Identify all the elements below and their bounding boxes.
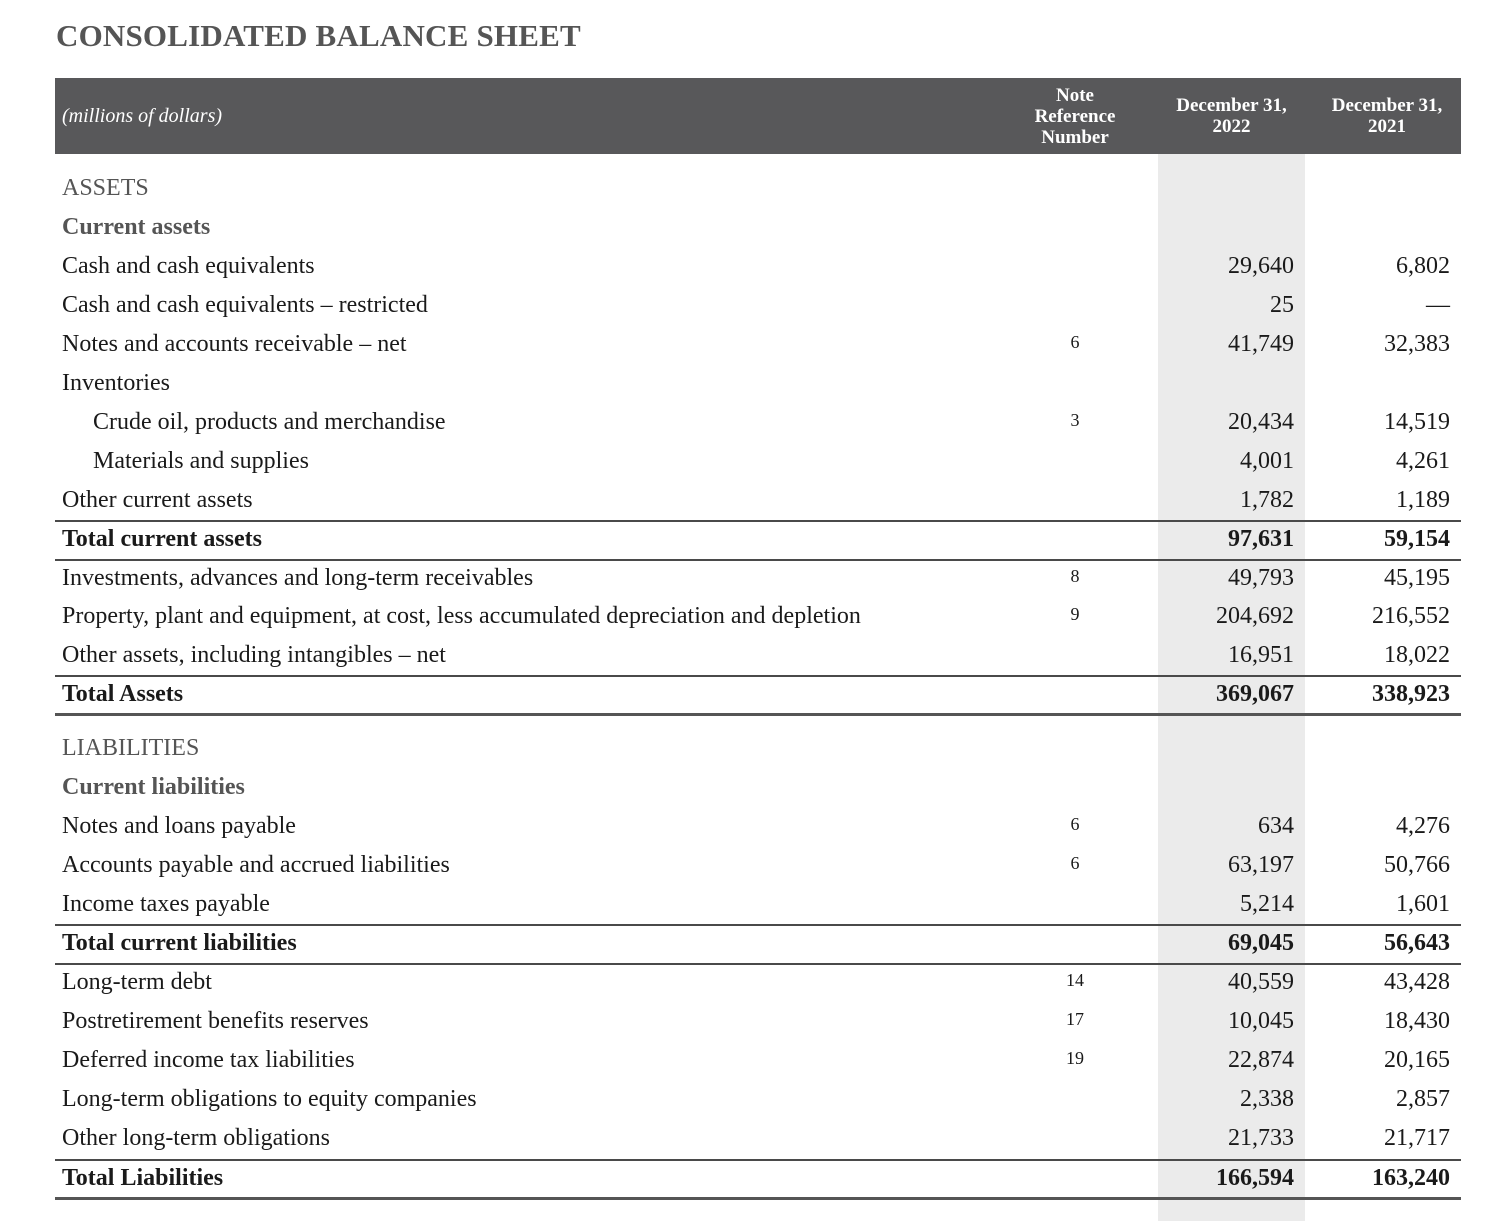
value-2021: 50,766 — [1384, 852, 1450, 878]
rule-line-thick — [55, 713, 1461, 716]
value-2022: 97,631 — [1228, 526, 1294, 552]
row-label: Other assets, including intangibles – net — [62, 642, 446, 668]
value-2022: 41,749 — [1228, 331, 1294, 357]
liabilities-section-heading — [55, 730, 1461, 769]
note-ref: 6 — [1070, 814, 1080, 834]
row-label: Total Liabilities — [62, 1165, 224, 1191]
value-2022: 22,874 — [1228, 1047, 1294, 1073]
value-2021: 59,154 — [1384, 526, 1450, 552]
value-2021: — — [1426, 292, 1450, 318]
table-row — [55, 404, 1461, 443]
row-label: Property, plant and equipment, at cost, less accumulated depreciation and depletion — [62, 603, 861, 629]
value-2022: 49,793 — [1228, 565, 1294, 591]
rule-line-thick — [55, 1197, 1461, 1200]
row-label: Cash and cash equivalents – restricted — [62, 292, 428, 318]
column-header-2022: December 31, 2022 — [1176, 95, 1287, 137]
note-ref: 3 — [1070, 410, 1080, 430]
total-row — [55, 676, 1461, 715]
table-row — [55, 808, 1461, 847]
subsection-label: Current assets — [62, 214, 211, 240]
current-assets-heading — [55, 209, 1461, 248]
row-label: Total current assets — [62, 526, 262, 552]
page-title: CONSOLIDATED BALANCE SHEET — [56, 18, 581, 53]
value-2022: 21,733 — [1228, 1125, 1294, 1151]
note-reference-column-header: Note Reference Number — [1034, 84, 1116, 148]
value-2021: 6,802 — [1396, 253, 1450, 279]
value-2022: 10,045 — [1228, 1008, 1294, 1034]
row-label: Cash and cash equivalents — [62, 253, 315, 279]
row-label: Income taxes payable — [62, 891, 270, 917]
row-label: Materials and supplies — [93, 448, 309, 474]
total-row — [55, 1160, 1461, 1199]
table-row — [55, 248, 1461, 287]
row-label: Deferred income tax liabilities — [62, 1047, 355, 1073]
value-2022: 16,951 — [1228, 642, 1294, 668]
value-2022: 4,001 — [1240, 448, 1294, 474]
table-row — [55, 847, 1461, 886]
value-2021: 1,189 — [1396, 487, 1450, 513]
row-label: Notes and accounts receivable – net — [62, 331, 407, 357]
table-row — [55, 560, 1461, 599]
value-2021: 4,261 — [1396, 448, 1450, 474]
value-2021: 45,195 — [1384, 565, 1450, 591]
row-label: Notes and loans payable — [62, 813, 296, 839]
inventories-heading — [55, 365, 1461, 404]
row-label: Postretirement benefits reserves — [62, 1008, 369, 1034]
row-label: Total current liabilities — [62, 930, 297, 956]
note-ref: 8 — [1070, 566, 1080, 586]
note-ref: 17 — [1066, 1009, 1084, 1029]
value-2021: 18,430 — [1384, 1008, 1450, 1034]
table-row — [55, 1003, 1461, 1042]
row-label: Crude oil, products and merchandise — [93, 409, 446, 435]
units-label: (millions of dollars) — [62, 105, 223, 127]
note-ref: 9 — [1070, 604, 1080, 624]
row-label: Other current assets — [62, 487, 253, 513]
table-header — [55, 78, 1461, 154]
row-label: Long-term obligations to equity companies — [62, 1086, 477, 1112]
note-ref: 6 — [1070, 853, 1080, 873]
table-row — [55, 964, 1461, 1003]
table-row — [55, 287, 1461, 326]
value-2022: 63,197 — [1228, 852, 1294, 878]
row-label: Accounts payable and accrued liabilities — [62, 852, 450, 878]
value-2022: 634 — [1258, 813, 1294, 839]
note-ref: 14 — [1066, 970, 1084, 990]
value-2021: 163,240 — [1372, 1165, 1450, 1191]
value-2022: 166,594 — [1216, 1165, 1294, 1191]
note-ref: 19 — [1066, 1048, 1084, 1068]
value-2022: 69,045 — [1228, 930, 1294, 956]
row-label: Total Assets — [62, 681, 184, 707]
value-2022: 25 — [1270, 292, 1294, 318]
assets-section-heading — [55, 170, 1461, 209]
table-row — [55, 482, 1461, 521]
value-2021: 43,428 — [1384, 969, 1450, 995]
value-2021: 338,923 — [1372, 681, 1450, 707]
value-2022: 1,782 — [1240, 487, 1294, 513]
subsection-label: Current liabilities — [62, 774, 245, 800]
value-2021: 14,519 — [1384, 409, 1450, 435]
value-2021: 1,601 — [1396, 891, 1450, 917]
row-label: Long-term debt — [62, 969, 212, 995]
value-2021: 56,643 — [1384, 930, 1450, 956]
value-2021: 2,857 — [1396, 1086, 1450, 1112]
value-2021: 216,552 — [1372, 603, 1450, 629]
total-row — [55, 521, 1461, 560]
value-2022: 40,559 — [1228, 969, 1294, 995]
value-2021: 4,276 — [1396, 813, 1450, 839]
column-header-2021: December 31, 2021 — [1331, 95, 1443, 137]
row-label: Other long-term obligations — [62, 1125, 330, 1151]
section-label: ASSETS — [62, 175, 149, 201]
value-2022: 20,434 — [1228, 409, 1294, 435]
table-row — [55, 886, 1461, 925]
row-label: Inventories — [62, 370, 170, 396]
table-row — [55, 1081, 1461, 1120]
table-row — [55, 1042, 1461, 1081]
value-2021: 18,022 — [1384, 642, 1450, 668]
table-row — [55, 326, 1461, 365]
value-2021: 21,717 — [1384, 1125, 1450, 1151]
table-row — [55, 443, 1461, 482]
section-label: LIABILITIES — [62, 735, 200, 761]
value-2022: 204,692 — [1216, 603, 1294, 629]
value-2022: 2,338 — [1240, 1086, 1294, 1112]
note-ref: 6 — [1070, 332, 1080, 352]
value-2021: 32,383 — [1384, 331, 1450, 357]
table-row — [55, 637, 1461, 676]
total-row — [55, 925, 1461, 964]
value-2022: 369,067 — [1216, 681, 1294, 707]
current-liabilities-heading — [55, 769, 1461, 808]
table-row — [55, 1120, 1461, 1159]
value-2021: 20,165 — [1384, 1047, 1450, 1073]
value-2022: 29,640 — [1228, 253, 1294, 279]
row-label: Investments, advances and long-term receivables — [62, 565, 534, 591]
table-row — [55, 598, 1461, 637]
value-2022: 5,214 — [1240, 891, 1294, 917]
